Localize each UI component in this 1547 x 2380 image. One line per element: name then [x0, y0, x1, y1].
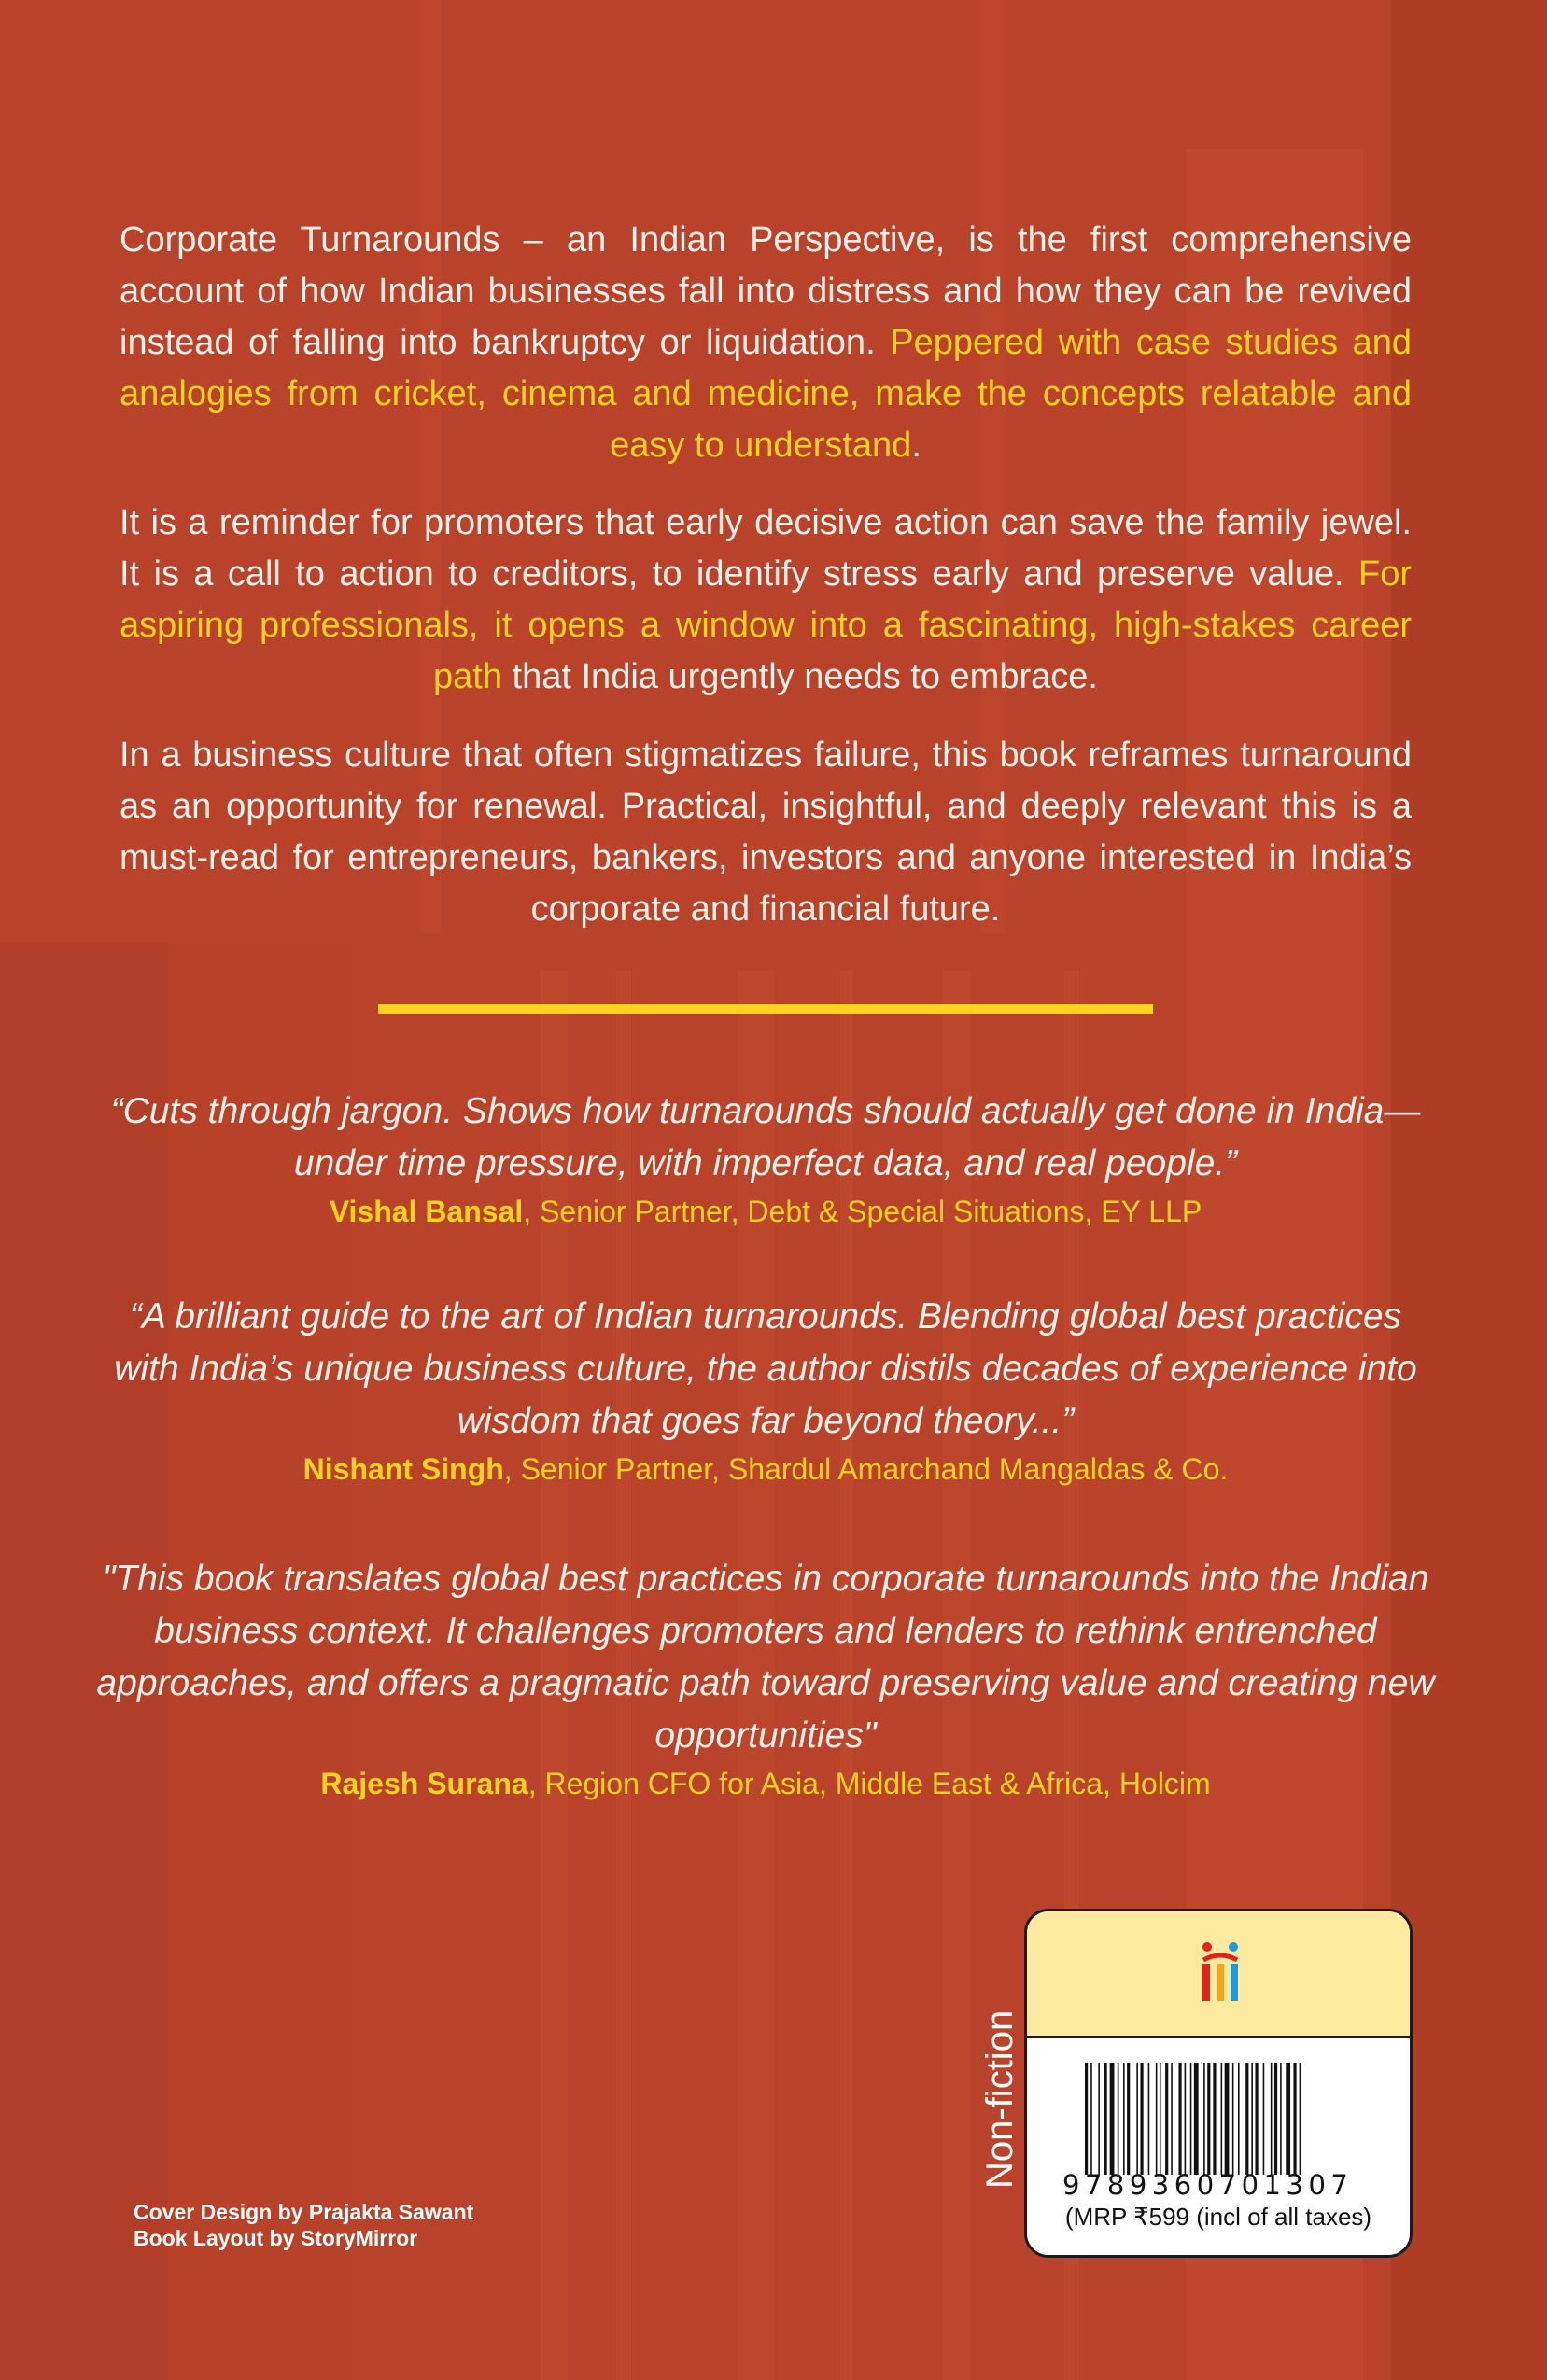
publisher-logo-area [1027, 1911, 1410, 2038]
testimonial-3-attribution [93, 1762, 1438, 1805]
blurb-2-tail: that India urgently needs to embrace. [502, 657, 1098, 696]
genre-label: Non-fiction [979, 2009, 1020, 2189]
book-layout-credit: Book Layout by StoryMirror [134, 2226, 418, 2250]
testimonial-2-name: Nishant Singh [302, 1452, 504, 1486]
testimonial-3-title: , Region CFO for Asia, Middle East & Africa, Holcim [527, 1767, 1211, 1800]
testimonial-3 [93, 1553, 1438, 1805]
isbn-number: 9789360701307 [1062, 2169, 1354, 2201]
blurb-paragraph-2 [120, 497, 1412, 703]
testimonial-1-name: Vishal Bansal [329, 1195, 524, 1228]
testimonial-1-attribution [93, 1190, 1438, 1233]
credits [134, 2199, 473, 2251]
testimonial-2 [93, 1291, 1438, 1491]
blurb-paragraph-1 [120, 215, 1412, 471]
testimonial-2-title: , Senior Partner, Shardul Amarchand Mangaldas & Co. [503, 1452, 1229, 1486]
divider-rule [378, 1004, 1153, 1014]
testimonial-2-quote: “A brilliant guide to the art of Indian turnarounds. Blending global best practices with India’s unique business culture, the author distils decades of experience into wisdom that goes far beyond theory...” [114, 1296, 1417, 1441]
blurb-1-highlight: Peppered with case studies and analogies from cricket, cinema and medicine, make the concepts relatable and easy to understand [120, 323, 1412, 465]
publisher-logo-icon [1200, 1939, 1241, 2005]
testimonial-1 [93, 1085, 1438, 1233]
blurb-paragraph-3: In a business culture that often stigmatizes failure, this book reframes turnaround as an opportunity for renewal. Practical, insightful, and deeply relevant this is a must-read for entrepreneurs, bankers, investors and anyone interested in India’s corporate and financial future. [120, 735, 1412, 929]
cover-design-credit: Cover Design by Prajakta Sawant [134, 2200, 474, 2224]
blurb-1-tail: . [911, 426, 921, 465]
testimonial-1-quote: “Cuts through jargon. Shows how turnarounds should actually get done in India—under time pressure, with imperfect data, and real people.” [110, 1091, 1421, 1183]
testimonial-3-quote: "This book translates global best practices in corporate turnarounds into the Indian business context. It challenges promoters and lenders to rethink entrenched approaches, and offers a pragmatic path toward preserving value and creating new opportunities" [96, 1559, 1435, 1756]
mrp-label: (MRP ₹599 (incl of all taxes) [1064, 2203, 1372, 2231]
testimonial-2-attribution [93, 1448, 1438, 1491]
blurb-1-text: Corporate Turnarounds – an Indian Perspective, is the first comprehensive account of how Indian businesses fall into distress and how they can be revived instead of falling into bankruptcy or liquidation. [120, 220, 1412, 362]
barcode-icon [1085, 2063, 1382, 2175]
testimonial-3-name: Rajesh Surana [320, 1767, 528, 1800]
testimonial-1-title: , Senior Partner, Debt & Special Situations, EY LLP [523, 1195, 1202, 1228]
blurb-2-text: It is a reminder for promoters that early decisive action can save the family jewel. It is a call to action to creditors, to identify stress early and preserve value. [120, 503, 1412, 594]
blurb-2-highlight: For aspiring professionals, it opens a window into a fascinating, high-stakes career path [120, 554, 1412, 696]
barcode-panel [1024, 1909, 1413, 2258]
